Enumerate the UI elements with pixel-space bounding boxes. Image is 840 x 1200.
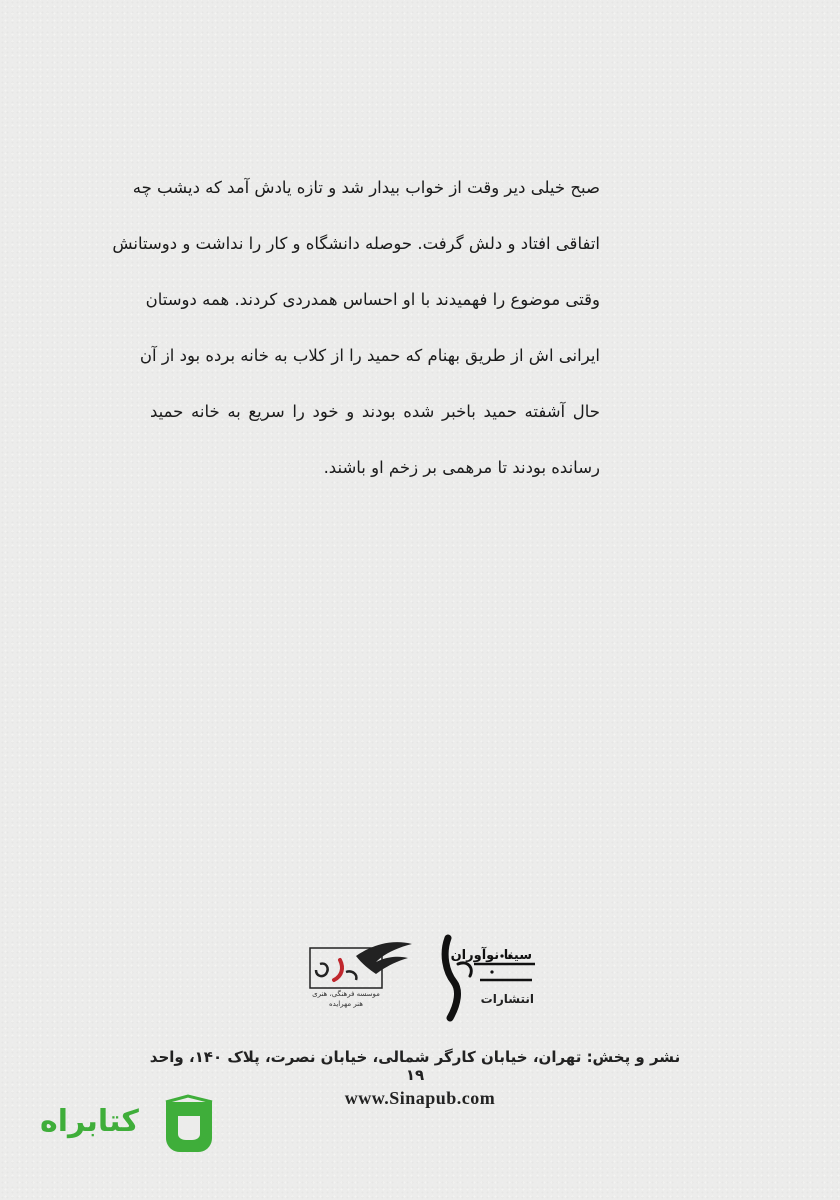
sina-publisher-logo	[440, 934, 540, 1024]
ketabrah-watermark	[40, 1094, 220, 1154]
body-paragraph	[112, 160, 600, 496]
ketabrah-name: کتابراه	[40, 1104, 139, 1139]
bird-wing-logo-icon	[300, 938, 420, 994]
publisher-website: www.Sinapub.com	[344, 1088, 496, 1108]
body-line: رسانده بودند تا مرهمی بر زخم او باشند.	[323, 458, 600, 477]
honar-caption-line1: موسسه فرهنگی، هنری	[312, 990, 380, 998]
honar-mehrayde-logo	[300, 938, 420, 1020]
publisher-word: انتشارات	[480, 992, 534, 1006]
publisher-address: نشر و پخش: تهران، خیابان کارگر شمالی، خیابان نصرت، پلاک ۱۴۰، واحد ۱۹	[149, 1048, 681, 1084]
body-line: وقتی موضوع را فهمیدند با او احساس همدردی کردند. همه دوستان	[145, 290, 600, 309]
ketabrah-book-icon	[158, 1094, 220, 1156]
honar-caption	[310, 989, 382, 1009]
body-line: صبح خیلی دیر وقت از خواب بیدار شد و تازه یادش آمد که دیشب چه	[132, 178, 600, 197]
body-line: ایرانی اش از طریق بهنام که حمید را از کلاب به خانه برده بود از آن	[139, 346, 600, 365]
body-line: اتفاقی افتاد و دلش گرفت. حوصله دانشگاه و کار را نداشت و دوستانش	[112, 234, 600, 253]
body-line: حال آشفته حمید باخبر شده بودند و خود را سریع به خانه حمید	[150, 402, 600, 421]
sina-brand-name: سینا نوآوران	[450, 948, 532, 963]
honar-caption-line2: هنر مهرایده	[329, 1000, 363, 1008]
